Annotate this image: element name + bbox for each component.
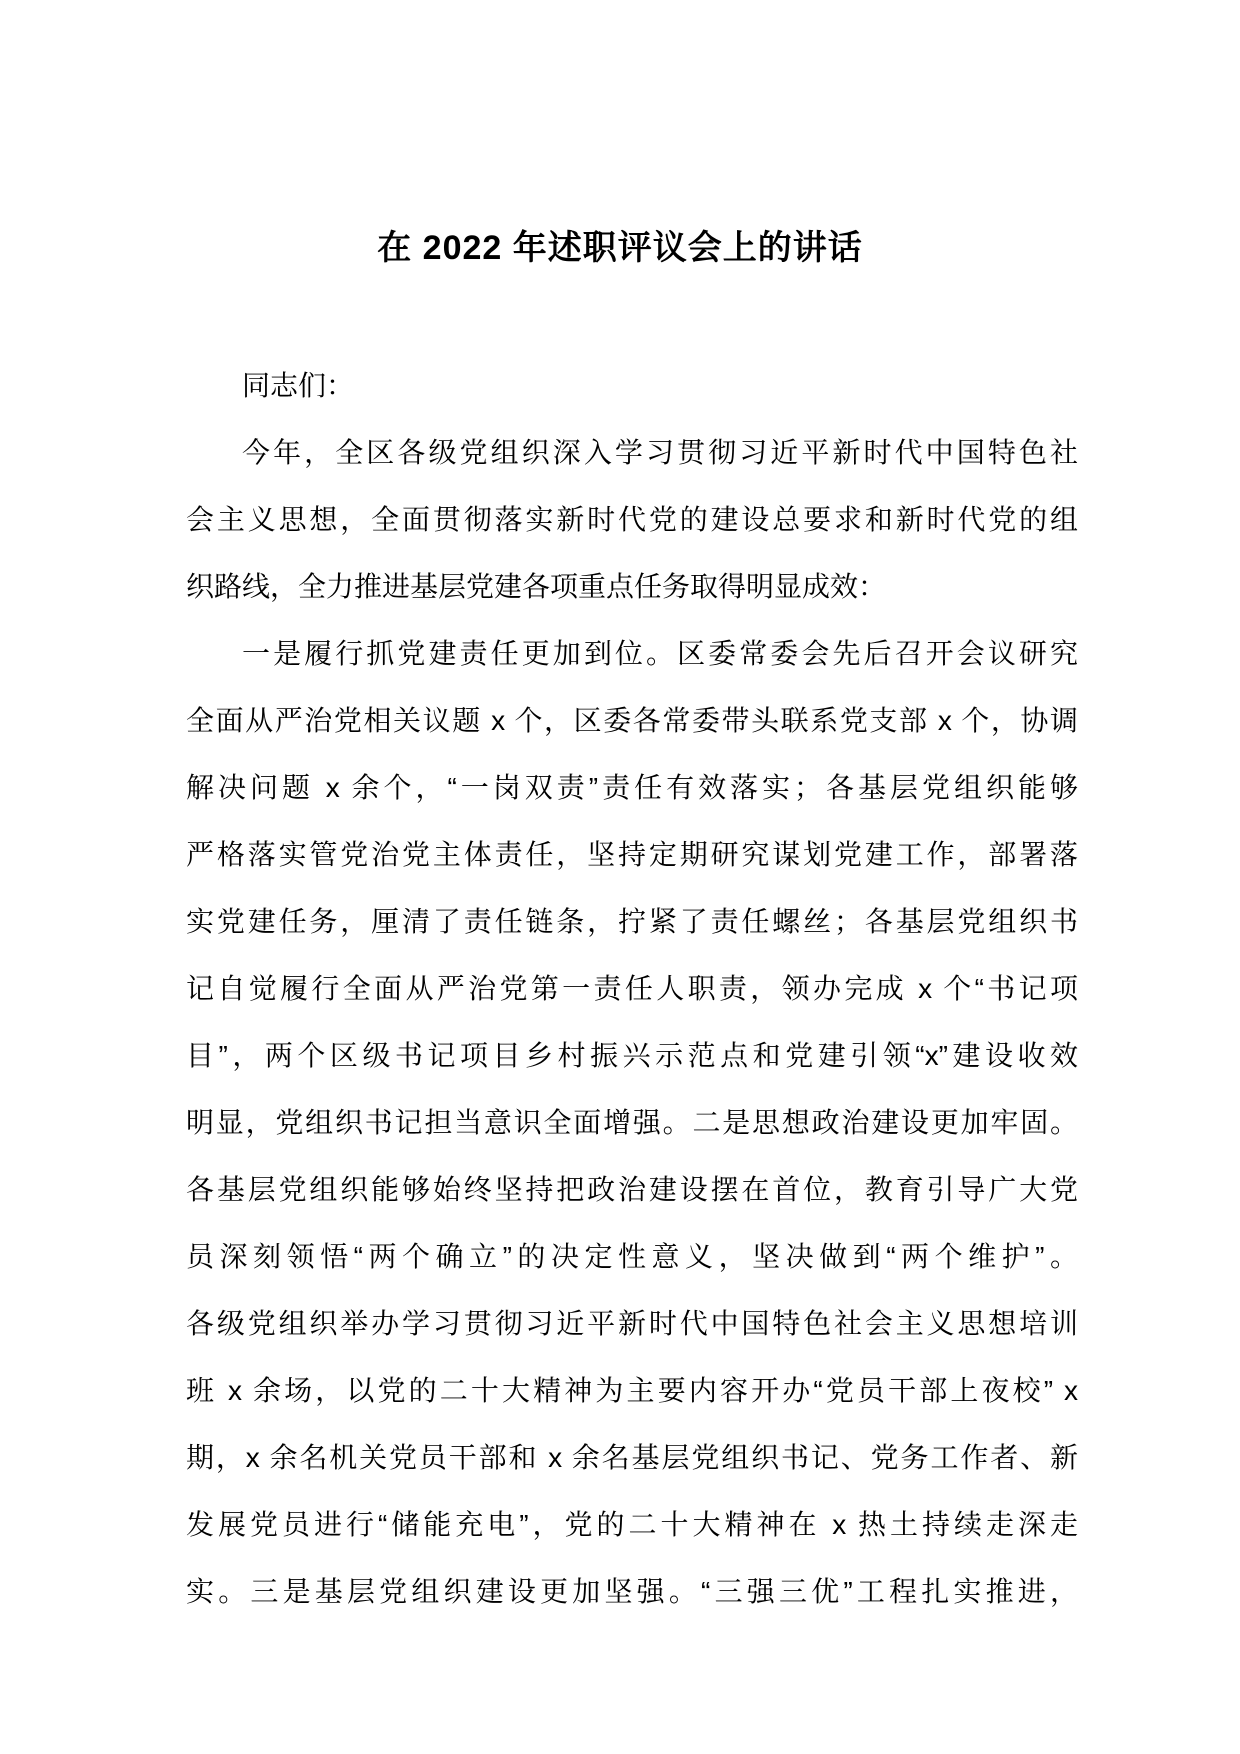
text-line: 今年，全区各级党组织深入学习贯彻习近平新时代中国特色社	[242, 437, 1078, 468]
text-line: 织路线，全力推进基层党建各项重点任务取得明显成效：	[186, 571, 887, 602]
document-body	[186, 352, 1078, 1625]
text-line: 各级党组织举办学习贯彻习近平新时代中国特色社会主义思想培训	[186, 1308, 1078, 1339]
text-line: 期，x 余名机关党员干部和 x 余名基层党组织书记、党务工作者、新	[186, 1442, 1078, 1473]
text-line: 严格落实管党治党主体责任，坚持定期研究谋划党建工作，部署落	[186, 839, 1078, 870]
text-line: 一是履行抓党建责任更加到位。区委常委会先后召开会议研究	[242, 638, 1078, 669]
text-line: 记自觉履行全面从严治党第一责任人职责，领办完成 x 个“书记项	[186, 973, 1078, 1004]
text-line: 发展党员进行“储能充电”，党的二十大精神在 x 热土持续走深走	[186, 1509, 1078, 1540]
text-line: 班 x 余场，以党的二十大精神为主要内容开办“党员干部上夜校” x	[186, 1375, 1078, 1406]
text-line: 实。三是基层党组织建设更加坚强。“三强三优”工程扎实推进，	[186, 1576, 1078, 1607]
text-line: 全面从严治党相关议题 x 个，区委各常委带头联系党支部 x 个，协调	[186, 705, 1078, 736]
text-line: 目”，两个区级书记项目乡村振兴示范点和党建引领“x”建设收效	[186, 1040, 1078, 1071]
document-title: 在 2022 年述职评议会上的讲话	[377, 229, 863, 267]
text-line: 员深刻领悟“两个确立”的决定性意义，坚决做到“两个维护”。	[186, 1241, 1078, 1272]
text-line: 会主义思想，全面贯彻落实新时代党的建设总要求和新时代党的组	[186, 504, 1078, 535]
text-line: 实党建任务，厘清了责任链条，拧紧了责任螺丝；各基层党组织书	[186, 906, 1078, 937]
text-line-salutation: 同志们：	[242, 370, 355, 401]
text-line: 各基层党组织能够始终坚持把政治建设摆在首位，教育引导广大党	[186, 1174, 1078, 1205]
text-line: 明显，党组织书记担当意识全面增强。二是思想政治建设更加牢固。	[186, 1107, 1078, 1138]
text-line: 解决问题 x 余个，“一岗双责”责任有效落实；各基层党组织能够	[186, 772, 1078, 803]
